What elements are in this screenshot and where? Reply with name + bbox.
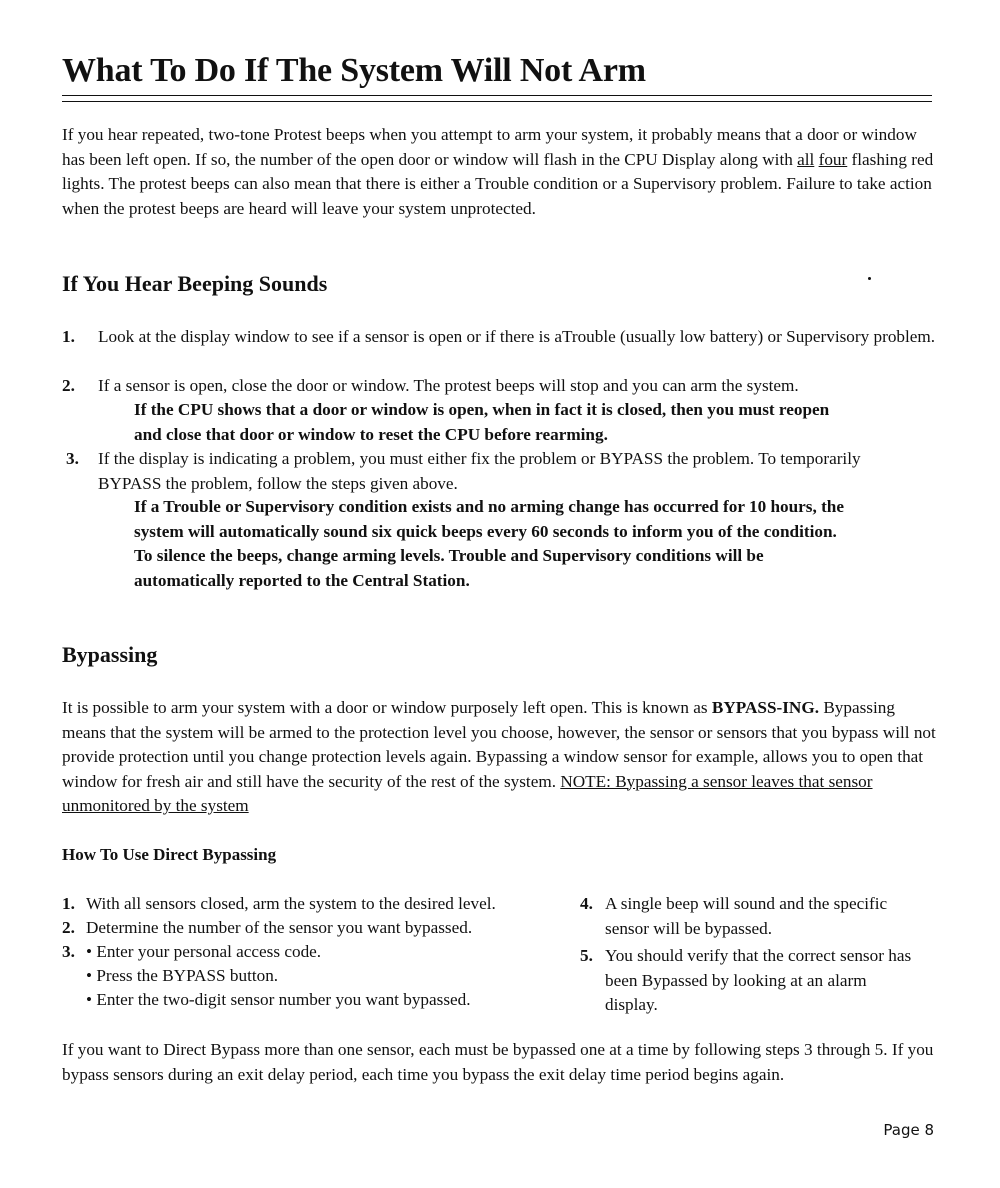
beeping-heading: If You Hear Beeping Sounds [62, 271, 328, 296]
page-title: What To Do If The System Will Not Arm [62, 52, 646, 89]
direct-step-4-number: 4. [580, 894, 593, 913]
bypassing-note: NOTE: Bypassing a sensor leaves that sensor unmonitored by the system [62, 771, 873, 815]
title-rule-bottom [62, 101, 932, 102]
beeping-item-2-number: 2. [62, 376, 75, 395]
direct-step-4-text: A single beep will sound and the specific sensor will be bypassed. [605, 894, 888, 938]
bypassing-heading: Bypassing [62, 642, 158, 667]
intro-text-2: flashing red lights. The protest beeps can also mean that there is either a Trouble condition or a Supervisory problem. Failure to take action when the protest beeps are heard will leave your system unprotected. [62, 149, 934, 218]
stray-dot [868, 277, 871, 280]
intro-underline-four: four [818, 149, 848, 169]
direct-step-5-text: You should verify that the correct sensor has been Bypassed by looking at an alarm display. [605, 946, 912, 1014]
direct-step-5-number: 5. [580, 946, 593, 965]
direct-step-3c-text: • Enter the two-digit sensor number you want bypassed. [86, 990, 471, 1009]
beeping-item-1-text: Look at the display window to see if a sensor is open or if there is aTrouble (usually low battery) or Supervisory problem. [98, 327, 936, 346]
direct-step-1-number: 1. [62, 894, 75, 913]
direct-bypassing-heading: How To Use Direct Bypassing [62, 845, 277, 864]
direct-step-3a-text: • Enter your personal access code. [86, 942, 322, 961]
direct-step-2-number: 2. [62, 918, 75, 937]
page-number: Page 8 [883, 1121, 934, 1139]
intro-text-1: If you hear repeated, two-tone Protest beeps when you attempt to arm your system, it probably means that a door or window has been left open. If so, the number of the open door or window will flash in the CPU Display along with [62, 125, 917, 169]
direct-step-1-text: With all sensors closed, arm the system to the desired level. [86, 894, 496, 913]
beeping-item-3-number: 3. [66, 449, 79, 468]
direct-step-2-text: Determine the number of the sensor you want bypassed. [86, 918, 473, 937]
beeping-item-1-number: 1. [62, 327, 75, 346]
title-rule-top [62, 95, 932, 96]
bypassing-text-1: It is possible to arm your system with a door or window purposely left open. This is known as [62, 698, 712, 717]
direct-step-3-number: 3. [62, 942, 75, 961]
beeping-item-3-text: If the display is indicating a problem, you must either fix the problem or BYPASS the problem. To temporarily BYPASS the problem, follow the steps given above. [98, 449, 861, 493]
beeping-item-2-note: If the CPU shows that a door or window is open, when in fact it is closed, then you must reopen and close that door or window to reset the CPU before rearming. [134, 400, 830, 444]
intro-underline-all: all [797, 149, 815, 169]
bypassing-term: BYPASS-ING. [711, 698, 820, 717]
bypassing-paragraph [62, 696, 937, 819]
intro-paragraph [62, 123, 942, 221]
direct-step-3b-text: • Press the BYPASS button. [86, 966, 279, 985]
bypassing-text-2: Bypassing means that the system will be armed to the protection level you choose, however, the sensor or sensors that you bypass will not provide protection until you change protection levels again. Bypassing a window sensor for example, allows you to open that window for fresh air and still have the security of the rest of the system. [62, 698, 936, 791]
beeping-item-3-note: If a Trouble or Supervisory condition exists and no arming change has occurred for 10 hours, the system will automatically sound six quick beeps every 60 seconds to inform you of the condition. To silence the beeps, change arming levels. Trouble and Supervisory conditions will be automatically reported to the Central Station. [134, 497, 844, 590]
beeping-item-2-text: If a sensor is open, close the door or window. The protest beeps will stop and you can arm the system. [98, 376, 799, 395]
closing-paragraph: If you want to Direct Bypass more than one sensor, each must be bypassed one at a time by following steps 3 through 5. If you bypass sensors during an exit delay period, each time you bypass the exit delay time period begins again. [62, 1040, 934, 1084]
